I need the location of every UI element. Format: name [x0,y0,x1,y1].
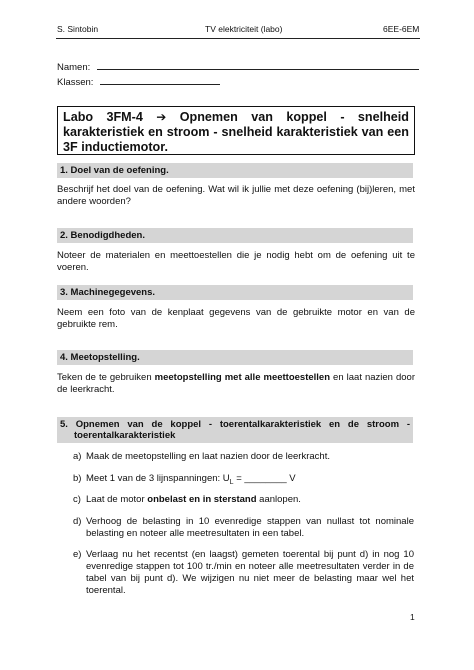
section-heading-5 [57,417,413,443]
title-text: Opnemen van koppel - snelheid karakteristiek en stroom - snelheid karakteristiek van een 3F inductiemotor. [63,110,410,154]
section-text-4-post: en laat nazien door de leerkracht. [57,372,416,395]
section-heading-3: 3. Machinegegevens. [57,285,413,300]
list-item-label: a) [73,451,82,462]
name-label: Namen: [57,62,91,73]
section-text-1: Beschrijf het doel van de oefening. Wat wil ik jullie met deze oefening (bij)leren, met andere woorden? [57,184,415,207]
list-item-text: Verlaag nu het recentst (en laagst) gemeten toerental bij punt d) in nog 10 evenredige stappen tot 100 tr./min en noteer alle meetresultaten verder in de tabel van bij punt d). We wijzigen nu niet meer de belasting maar wel het toerental. [86,549,414,596]
header-class-code: 6EE-6EM [383,24,420,34]
list-item-label: b) [73,473,82,484]
list-item-subscript: L [229,478,234,486]
header-author: S. Sintobin [57,24,99,34]
class-field [57,75,220,88]
list-item-text-bold: onbelast en in sterstand [147,494,257,505]
section-text-4-bold: meetopstelling met alle meettoestellen [154,372,331,383]
list-item-text-post: aanlopen. [256,494,301,505]
section-text-4 [57,372,415,396]
name-field [57,60,419,73]
list-item-text [86,494,414,506]
section-heading-5-line1: 5. Opnemen van de koppel - toerentalkarakteristiek en de stroom - [60,419,410,430]
list-item-text: Verhoog de belasting in 10 evenredige stappen van nullast tot nominale belasting en noteer alle meetresultaten in een tabel. [86,516,414,539]
list-item-text [86,473,414,489]
list-item-text-main: Meet 1 van de 3 lijnspanningen: U [86,473,230,484]
section-heading-5-line2: toerentalkarakteristiek [74,430,176,441]
section-heading-2: 2. Benodigdheden. [57,228,413,243]
name-line [97,60,419,70]
list-item-label: c) [73,494,81,505]
class-label: Klassen: [57,77,94,88]
header-rule [56,38,420,39]
arrow-right-icon: ➔ [156,110,167,124]
title-code: Labo 3FM-4 [63,110,143,124]
section-heading-1: 1. Doel van de oefening. [57,163,413,178]
page-number: 1 [410,612,415,622]
section-text-4-pre: Teken de te gebruiken [57,372,155,383]
list-item-label: d) [73,516,82,527]
list-item-label: e) [73,549,82,560]
list-item-text: Maak de meetopstelling en laat nazien door de leerkracht. [86,451,330,462]
section-heading-4: 4. Meetopstelling. [57,350,413,365]
section-text-2: Noteer de materialen en meettoestellen die je nodig hebt om de oefening uit te voeren. [57,250,415,273]
list-item-text-post: = ________ V [233,473,296,484]
title-box [57,106,415,155]
header-course: TV elektriciteit (labo) [205,24,283,34]
section-text-3: Neem een foto van de kenplaat gegevens van de gebruikte motor en van de gebruikte rem. [57,307,415,330]
class-line [100,75,220,85]
list-item-text-pre: Laat de motor [86,494,148,505]
